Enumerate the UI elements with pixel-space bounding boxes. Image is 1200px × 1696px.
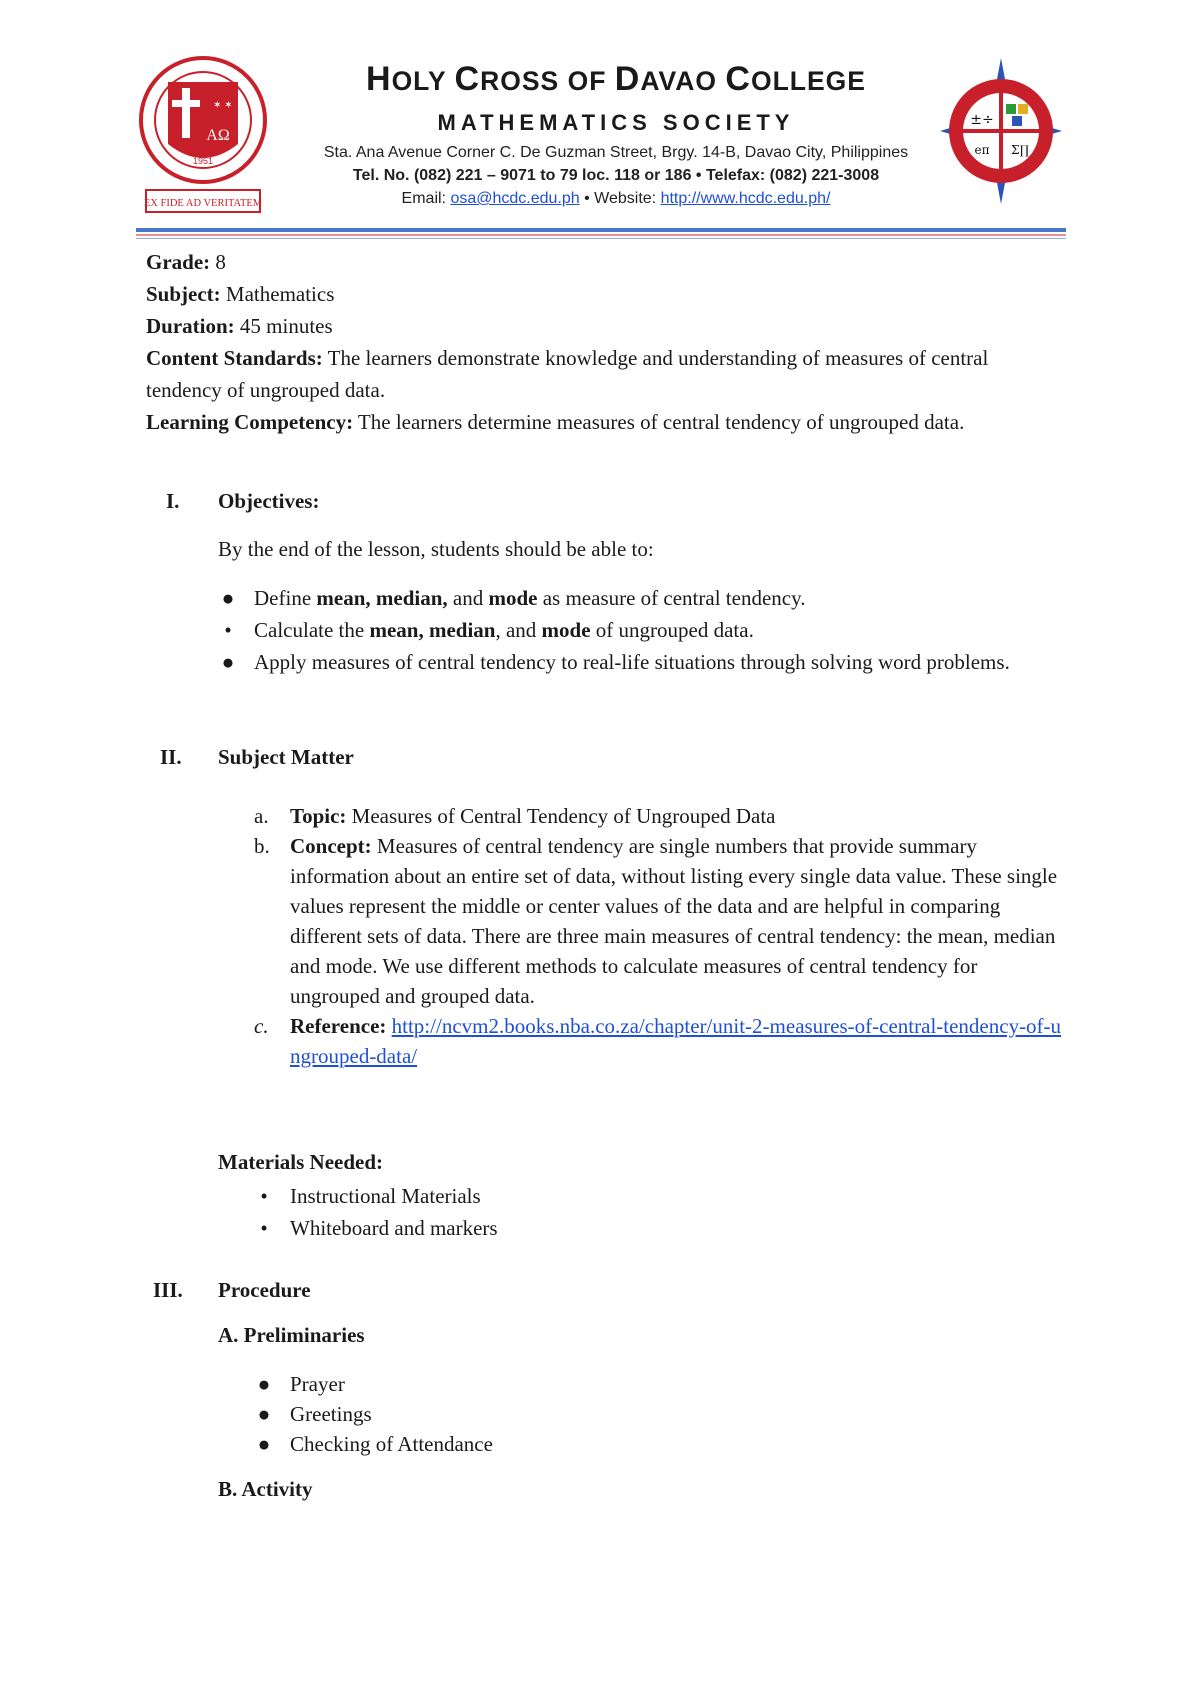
svg-text:±÷: ±÷: [970, 112, 994, 128]
list-item: ● Prayer: [254, 1369, 954, 1399]
list-item: • Whiteboard and markers: [254, 1212, 954, 1244]
section-numeral-2: II.: [160, 745, 182, 769]
materials-heading: Materials Needed:: [218, 1150, 384, 1174]
phone-line: Tel. No. (082) 221 – 9071 to 79 loc. 118 or 186 • Telefax: (082) 221-3008: [352, 167, 880, 184]
section-numeral-1: I.: [166, 489, 180, 513]
bullet-icon: ●: [221, 650, 235, 674]
concept-item: b. Concept: Measures of central tendency are single numbers that provide summary information about an entire set of data, without listing every single data value. These single values represent the middle or center values of the data and are helpful in comparing different sets of data. There are three main measures of central tendency: the mean, median and mode. We use different methods to calculate measures of central tendency for ungrouped and grouped data.: [254, 834, 1058, 1008]
subject-matter-list: [254, 801, 1062, 1071]
contact-line: Email: osa@hcdc.edu.ph • Website: http://www.hcdc.edu.ph/: [401, 190, 831, 207]
list-item: ● Define mean, median, and mode as measure of central tendency.: [218, 582, 1068, 614]
list-item: • Calculate the mean, median, and mode of ungrouped data.: [218, 614, 1068, 646]
bullet-icon: ●: [257, 1402, 271, 1426]
reference-item: c. Reference: http://ncvm2.books.nba.co.za/chapter/unit-2-measures-of-central-tendency-of-ungrouped-data/: [254, 1014, 1062, 1068]
topic-item: a. Topic: Measures of Central Tendency of Ungrouped Data: [254, 804, 776, 828]
header-rule-thin: [136, 238, 1066, 239]
reference-link[interactable]: http://ncvm2.books.nba.co.za/chapter/unit-2-measures-of-central-tendency-of-ungrouped-data/: [290, 1014, 1062, 1068]
header-rule: [136, 228, 1066, 232]
website-link[interactable]: http://www.hcdc.edu.ph/: [660, 190, 831, 207]
bullet-icon: •: [260, 1184, 268, 1208]
svg-text:✶ ✶: ✶ ✶: [213, 100, 233, 111]
society-name: MATHEMATICS SOCIETY: [437, 110, 795, 135]
email-link[interactable]: osa@hcdc.edu.ph: [450, 190, 580, 207]
content-standards: Content Standards: The learners demonstrate knowledge and understanding of measures of central tendency of ungrouped data.: [146, 346, 989, 402]
letterhead: [138, 52, 1078, 222]
preliminaries-heading: A. Preliminaries: [218, 1323, 365, 1347]
svg-text:EX FIDE AD VERITATEM: EX FIDE AD VERITATEM: [143, 198, 263, 209]
bullet-icon: •: [260, 1216, 268, 1240]
materials-list: [254, 1180, 954, 1244]
bullet-icon: ●: [221, 586, 235, 610]
svg-text:eπ: eπ: [974, 143, 990, 157]
list-item: ● Checking of Attendance: [254, 1429, 954, 1459]
svg-text:1951: 1951: [192, 156, 214, 166]
objectives-intro: By the end of the lesson, students should be able to:: [218, 537, 654, 561]
objectives-heading: Objectives:: [218, 489, 320, 513]
header-rule-accent: [136, 234, 1066, 236]
address-line: Sta. Ana Avenue Corner C. De Guzman Street, Brgy. 14-B, Davao City, Philippines: [323, 144, 909, 161]
list-item: ● Apply measures of central tendency to real-life situations through solving word problems.: [218, 646, 1068, 678]
activity-heading: B. Activity: [218, 1477, 313, 1501]
objectives-list: [218, 582, 1068, 678]
preliminaries-list: [254, 1369, 954, 1459]
grade-line: Grade: 8: [146, 250, 226, 274]
lesson-info: [146, 246, 1066, 438]
section-numeral-3: III.: [153, 1278, 183, 1302]
math-society-logo: [938, 56, 1064, 206]
procedure-heading: Procedure: [218, 1278, 311, 1302]
subject-line: Subject: Mathematics: [146, 282, 335, 306]
bullet-icon: •: [224, 618, 232, 642]
college-seal-logo: [138, 52, 268, 220]
svg-text:AΩ: AΩ: [206, 127, 230, 144]
duration-line: Duration: 45 minutes: [146, 314, 333, 338]
list-item: ● Greetings: [254, 1399, 954, 1429]
college-name: HOLY CROSS OF DAVAO COLLEGE: [366, 60, 866, 98]
bullet-icon: ●: [257, 1372, 271, 1396]
subject-matter-heading: Subject Matter: [218, 745, 354, 769]
svg-text:Σ∏: Σ∏: [1010, 143, 1030, 157]
list-item: • Instructional Materials: [254, 1180, 954, 1212]
learning-competency: Learning Competency: The learners determine measures of central tendency of ungrouped data.: [146, 410, 965, 434]
bullet-icon: ●: [257, 1432, 271, 1456]
